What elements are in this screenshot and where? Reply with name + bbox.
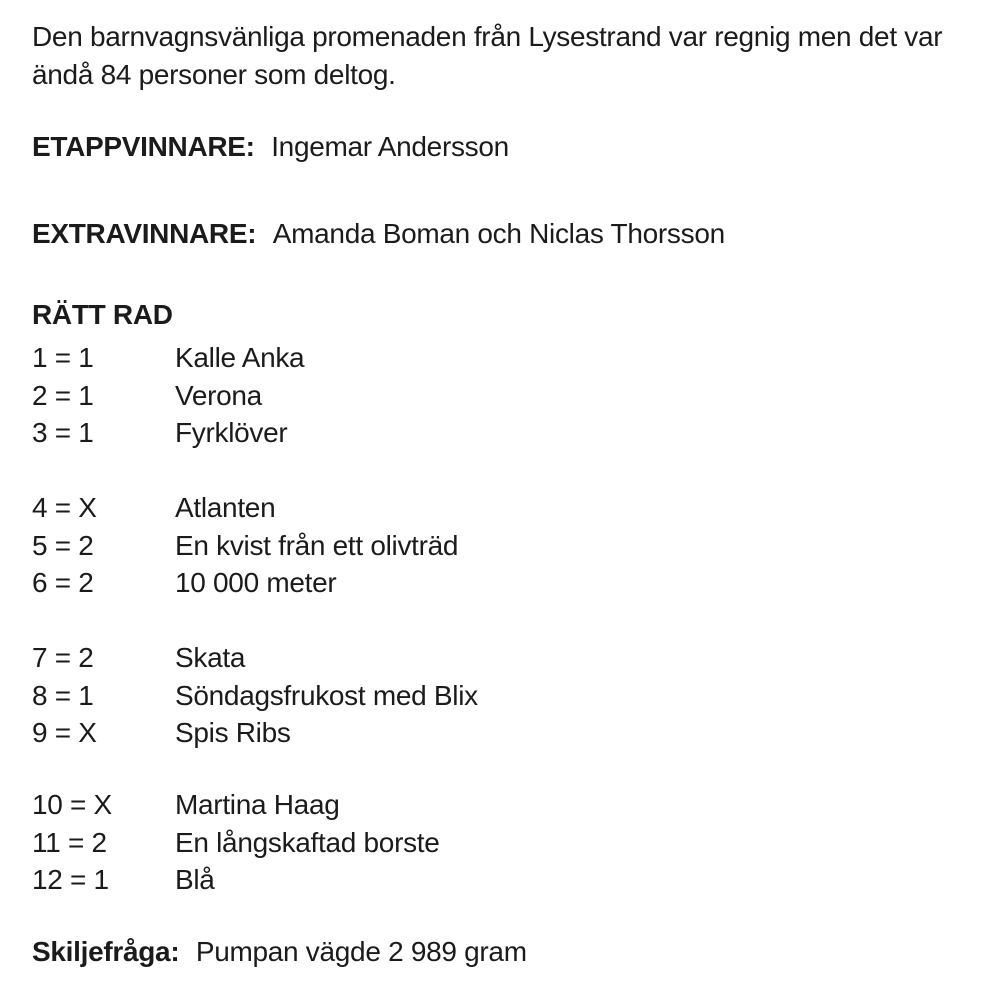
answer-key: 12 = 1 bbox=[32, 864, 109, 895]
intro-paragraph bbox=[32, 18, 942, 93]
answer-text: Söndagsfrukost med Blix bbox=[175, 679, 478, 711]
answer-text: Blå bbox=[175, 864, 215, 895]
answer-text: Skata bbox=[175, 642, 246, 673]
tiebreaker-text: Pumpan vägde 2 989 gram bbox=[195, 936, 527, 967]
answer-row-3 bbox=[32, 414, 932, 452]
answer-key: 8 = 1 bbox=[32, 679, 94, 711]
answer-key: 5 = 2 bbox=[32, 529, 94, 561]
answer-row-11 bbox=[32, 824, 932, 862]
correct-row-heading: RÄTT RAD bbox=[32, 299, 173, 330]
answer-text: 10 000 meter bbox=[175, 567, 337, 598]
extra-winner-line bbox=[32, 215, 725, 253]
answer-key: 3 = 1 bbox=[32, 417, 94, 448]
answer-group-2 bbox=[32, 489, 932, 602]
answer-key: 1 = 1 bbox=[32, 342, 94, 373]
answer-text: Martina Haag bbox=[175, 789, 340, 820]
answer-row-7 bbox=[32, 639, 932, 677]
extra-winner-label: EXTRAVINNARE: bbox=[32, 218, 257, 249]
answer-row-4 bbox=[32, 489, 932, 527]
answer-text: Kalle Anka bbox=[175, 342, 305, 373]
answer-text: Verona bbox=[175, 379, 262, 411]
answer-row-10 bbox=[32, 786, 932, 824]
tiebreaker-line bbox=[32, 933, 527, 971]
answer-key: 6 = 2 bbox=[32, 567, 94, 598]
answer-text: Atlanten bbox=[175, 492, 276, 523]
answer-key: 9 = X bbox=[32, 717, 97, 748]
answer-group-1 bbox=[32, 339, 932, 452]
intro-line-1: Den barnvagnsvänliga promenaden från Lysestrand var regnig men det var bbox=[32, 21, 943, 52]
stage-winner-label: ETAPPVINNARE: bbox=[32, 131, 255, 162]
answer-row-2 bbox=[32, 377, 932, 415]
answer-text: En långskaftad borste bbox=[175, 826, 440, 858]
answer-row-5 bbox=[32, 527, 932, 565]
answer-key: 4 = X bbox=[32, 492, 97, 523]
stage-winner-name: Ingemar Andersson bbox=[271, 131, 509, 162]
answer-key: 2 = 1 bbox=[32, 379, 94, 411]
answer-row-8 bbox=[32, 677, 932, 715]
answer-group-3 bbox=[32, 639, 932, 752]
answer-key: 10 = X bbox=[32, 789, 112, 820]
answer-row-1 bbox=[32, 339, 932, 377]
answer-text: Spis Ribs bbox=[175, 717, 291, 748]
answer-group-4 bbox=[32, 786, 932, 899]
stage-winner-line bbox=[32, 128, 509, 166]
answer-text: Fyrklöver bbox=[175, 417, 288, 448]
tiebreaker-label: Skiljefråga: bbox=[32, 936, 180, 967]
extra-winner-names: Amanda Boman och Niclas Thorsson bbox=[272, 218, 725, 249]
answer-text: En kvist från ett olivträd bbox=[175, 529, 459, 561]
intro-line-2: ändå 84 personer som deltog. bbox=[32, 58, 396, 90]
answer-row-9 bbox=[32, 714, 932, 752]
answer-key: 7 = 2 bbox=[32, 642, 94, 673]
answer-row-6 bbox=[32, 564, 932, 602]
answer-row-12 bbox=[32, 861, 932, 899]
answer-key: 11 = 2 bbox=[32, 826, 107, 858]
